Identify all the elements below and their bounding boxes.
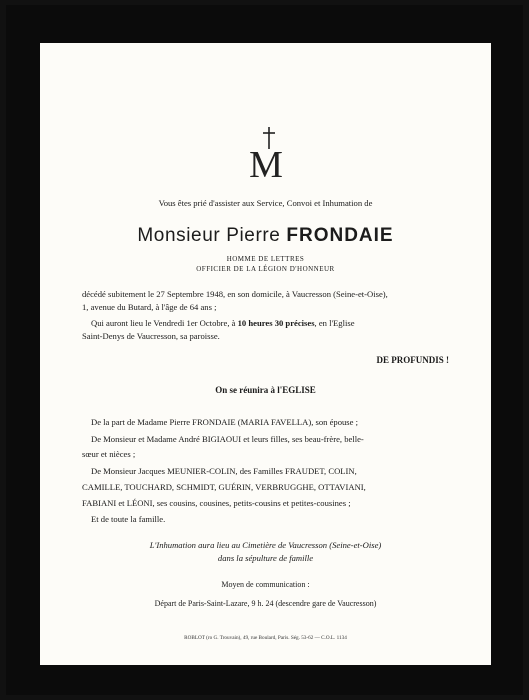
gathering-note: On se réunira à l'EGLISE bbox=[215, 385, 316, 395]
family-line-7: Et de toute la famille. bbox=[91, 514, 166, 524]
cross-monogram-icon bbox=[40, 123, 491, 181]
deceased-name bbox=[40, 225, 491, 247]
de-profundis: DE PROFUNDIS ! bbox=[376, 355, 449, 365]
transport-details: Départ de Paris-Saint-Lazare, 9 h. 24 (descendre gare de Vaucresson) bbox=[154, 599, 377, 608]
honor-line: OFFICIER DE LA LÉGION D'HONNEUR bbox=[196, 265, 335, 273]
service-line-2: Saint-Denys de Vaucresson, sa paroisse. bbox=[82, 331, 220, 341]
service-time: 10 heures 30 précises bbox=[237, 318, 315, 328]
deceased-surname: FRONDAIE bbox=[286, 225, 394, 246]
invitation-text: Vous êtes prié d'assister aux Service, Convoi et Inhumation de bbox=[158, 198, 373, 208]
service-line-1 bbox=[82, 318, 449, 329]
transport-heading: Moyen de communication : bbox=[221, 580, 310, 589]
funeral-notice-card bbox=[40, 43, 491, 665]
family-line-2: De Monsieur et Madame André BIGIAOUI et leurs filles, ses beau-frère, belle- bbox=[91, 434, 364, 444]
family-line-1: De la part de Madame Pierre FRONDAIE (MARIA FAVELLA), son épouse ; bbox=[91, 417, 358, 427]
death-line-1: décédé subitement le 27 Septembre 1948, en son domicile, à Vaucresson (Seine-et-Oise), bbox=[82, 289, 388, 299]
burial-line-2: dans la sépulture de famille bbox=[217, 553, 314, 563]
death-line-2: 1, avenue du Butard, à l'âge de 64 ans ; bbox=[82, 302, 217, 312]
deceased-title: Monsieur Pierre bbox=[137, 225, 281, 246]
family-line-4: De Monsieur Jacques MEUNIER-COLIN, des Familles FRAUDET, COLIN, bbox=[91, 466, 357, 476]
monogram-letter: M bbox=[248, 144, 283, 181]
service-day: Qui auront lieu le Vendredi 1er Octobre, à bbox=[91, 318, 238, 328]
family-line-3: sœur et nièces ; bbox=[82, 449, 136, 459]
printer-imprint: ROBLOT (ro G. Trouvain), 49, rue Boulard, Paris. Ség. 53-62 — C.O.L. 1134 bbox=[184, 635, 347, 641]
family-line-5: CAMILLE, TOUCHARD, SCHMIDT, GUÉRIN, VERBRUGGHE, OTTAVIANI, bbox=[82, 482, 366, 492]
burial-line-1: L'Inhumation aura lieu au Cimetière de Vaucresson (Seine-et-Oise) bbox=[149, 540, 382, 550]
profession-line: HOMME DE LETTRES bbox=[226, 255, 305, 263]
family-line-6: FABIANI et LÉONI, ses cousins, cousines, petits-cousins et petites-cousines ; bbox=[82, 498, 351, 508]
service-place: , en l'Eglise bbox=[314, 318, 355, 328]
